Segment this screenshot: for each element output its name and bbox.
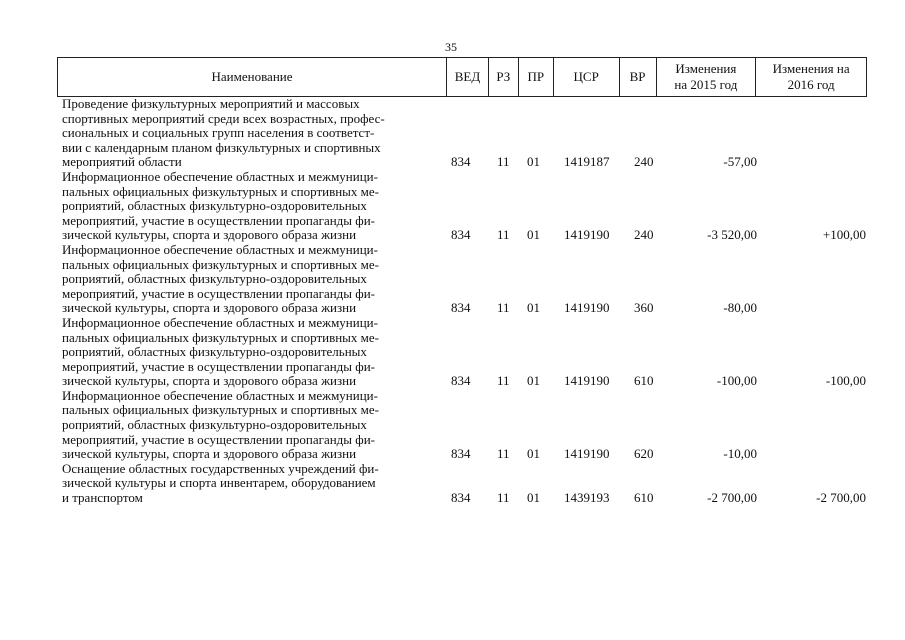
table-body — [57, 97, 867, 506]
row-name-line: мероприятий, участие в осуществлении пропаганды фи- — [62, 431, 375, 447]
header-name: Наименование — [58, 58, 447, 96]
row-name — [57, 170, 432, 243]
cell-vr: 620 — [634, 446, 654, 462]
cell-pr: 01 — [527, 300, 540, 316]
row-name — [57, 97, 432, 170]
row-name-line: роприятий, областных физкультурно-оздоровительных — [62, 198, 367, 214]
row-name-line: Информационное обеспечение областных и межмуници- — [62, 241, 378, 257]
table-row — [57, 243, 867, 316]
row-name-line: пальных официальных физкультурных и спортивных ме- — [62, 402, 379, 418]
row-name-line: мероприятий, участие в осуществлении пропаганды фи- — [62, 285, 375, 301]
row-name-line: роприятий, областных физкультурно-оздоровительных — [62, 417, 367, 433]
cell-ved: 834 — [451, 373, 471, 389]
cell-change-2015: -3 520,00 — [707, 227, 757, 243]
table-row — [57, 170, 867, 243]
row-name-line: пальных официальных физкультурных и спортивных ме- — [62, 183, 379, 199]
cell-change-2016: +100,00 — [822, 227, 866, 243]
header-change-2016 — [756, 58, 866, 96]
cell-csr: 1419190 — [564, 300, 610, 316]
row-name — [57, 462, 432, 506]
cell-rz: 11 — [497, 446, 510, 462]
row-name — [57, 243, 432, 316]
cell-pr: 01 — [527, 227, 540, 243]
header-vr: ВР — [620, 58, 657, 96]
row-name-line: вии с календарным планом физкультурных и спортивных — [62, 139, 381, 155]
row-name-line: спортивных мероприятий среди всех возрастных, профес- — [62, 110, 385, 126]
table-row — [57, 97, 867, 170]
cell-vr: 610 — [634, 490, 654, 506]
cell-pr: 01 — [527, 154, 540, 170]
cell-rz: 11 — [497, 373, 510, 389]
cell-csr: 1419190 — [564, 227, 610, 243]
cell-rz: 11 — [497, 154, 510, 170]
row-name-line: зической культуры и спорта инвентарем, оборудованием — [62, 475, 376, 491]
row-name-line: мероприятий, участие в осуществлении пропаганды фи- — [62, 358, 375, 374]
cell-change-2016: -2 700,00 — [816, 490, 866, 506]
row-name — [57, 316, 432, 389]
cell-pr: 01 — [527, 373, 540, 389]
row-name — [57, 389, 432, 462]
table-header — [57, 57, 867, 97]
cell-ved: 834 — [451, 154, 471, 170]
cell-vr: 240 — [634, 154, 654, 170]
cell-change-2015: -100,00 — [716, 373, 757, 389]
cell-csr: 1419190 — [564, 373, 610, 389]
table-row — [57, 316, 867, 389]
header-rz: РЗ — [489, 58, 519, 96]
header-change-2016-line: Изменения на — [772, 61, 850, 76]
row-name-line: пальных официальных физкультурных и спортивных ме- — [62, 329, 379, 345]
header-change-2016-line: 2016 год — [787, 77, 835, 92]
header-change-2015-line: на 2015 год — [674, 77, 738, 92]
row-name-line: пальных официальных физкультурных и спортивных ме- — [62, 256, 379, 272]
cell-ved: 834 — [451, 446, 471, 462]
row-name-line: Информационное обеспечение областных и межмуници- — [62, 168, 378, 184]
row-name-line: Информационное обеспечение областных и межмуници- — [62, 314, 378, 330]
header-change-2015-line: Изменения — [675, 61, 737, 76]
cell-csr: 1419190 — [564, 446, 610, 462]
cell-vr: 610 — [634, 373, 654, 389]
cell-rz: 11 — [497, 490, 510, 506]
row-name-line: мероприятий области — [62, 154, 182, 170]
row-name-line: Оснащение областных государственных учреждений фи- — [62, 460, 379, 476]
cell-ved: 834 — [451, 300, 471, 316]
cell-ved: 834 — [451, 490, 471, 506]
cell-vr: 360 — [634, 300, 654, 316]
cell-csr: 1439193 — [564, 490, 610, 506]
row-name-line: и транспортом — [62, 490, 143, 506]
row-name-line: зической культуры, спорта и здорового образа жизни — [62, 227, 357, 243]
header-pr: ПР — [519, 58, 554, 96]
row-name-line: Проведение физкультурных мероприятий и массовых — [62, 96, 360, 111]
cell-vr: 240 — [634, 227, 654, 243]
header-change-2015 — [657, 58, 757, 96]
cell-change-2015: -57,00 — [723, 154, 757, 170]
table-row — [57, 462, 867, 506]
row-name-line: зической культуры, спорта и здорового образа жизни — [62, 446, 357, 462]
table-row — [57, 389, 867, 462]
cell-rz: 11 — [497, 227, 510, 243]
row-name-line: сиональных и социальных групп населения в соответст- — [62, 125, 375, 141]
row-name-line: роприятий, областных физкультурно-оздоровительных — [62, 344, 367, 360]
header-csr: ЦСР — [554, 58, 620, 96]
cell-rz: 11 — [497, 300, 510, 316]
cell-change-2015: -2 700,00 — [707, 490, 757, 506]
cell-csr: 1419187 — [564, 154, 610, 170]
page-number: 35 — [445, 40, 457, 54]
cell-change-2015: -80,00 — [723, 300, 757, 316]
row-name-line: зической культуры, спорта и здорового образа жизни — [62, 300, 357, 316]
cell-change-2016: -100,00 — [825, 373, 866, 389]
cell-change-2015: -10,00 — [723, 446, 757, 462]
row-name-line: Информационное обеспечение областных и межмуници- — [62, 387, 378, 403]
row-name-line: роприятий, областных физкультурно-оздоровительных — [62, 271, 367, 287]
cell-pr: 01 — [527, 490, 540, 506]
row-name-line: зической культуры, спорта и здорового образа жизни — [62, 373, 357, 389]
header-ved: ВЕД — [447, 58, 489, 96]
row-name-line: мероприятий, участие в осуществлении пропаганды фи- — [62, 212, 375, 228]
cell-pr: 01 — [527, 446, 540, 462]
cell-ved: 834 — [451, 227, 471, 243]
